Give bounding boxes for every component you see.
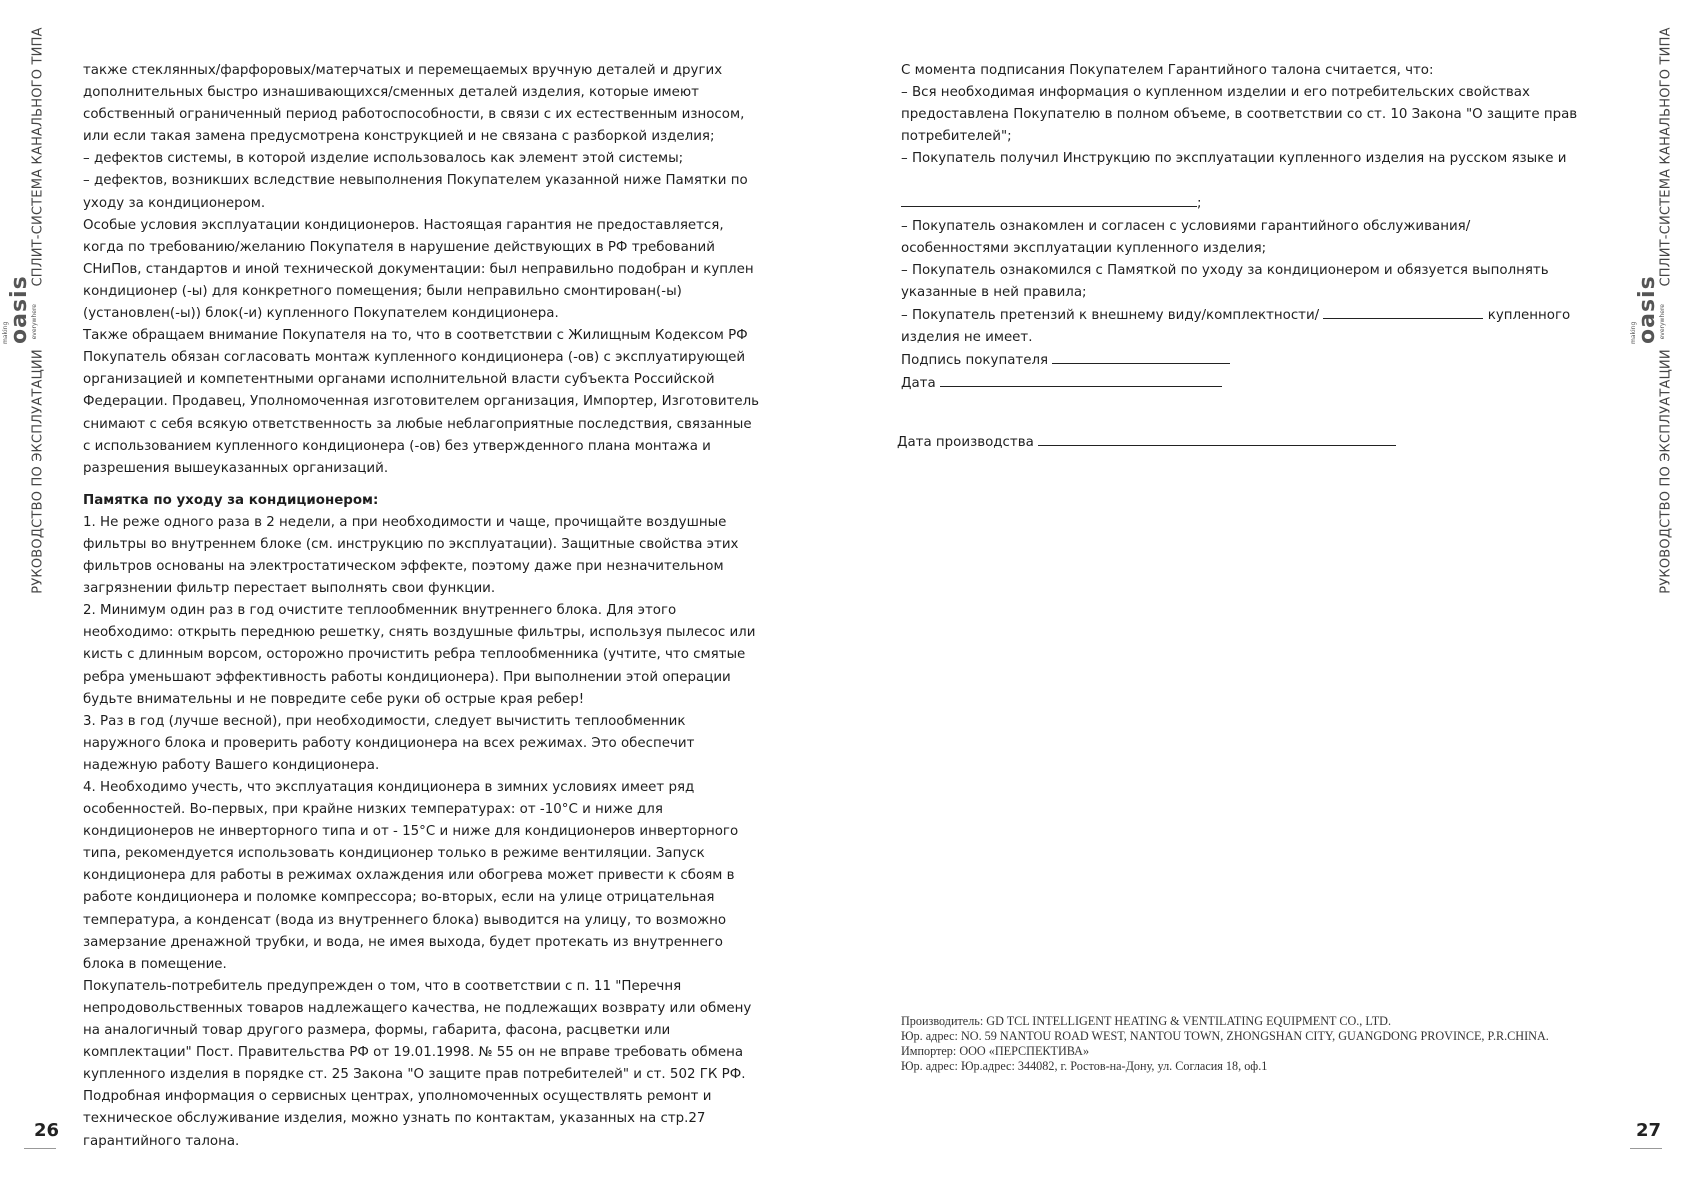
left-sidebar — [2, 24, 48, 594]
manufacturer-info — [901, 1014, 1601, 1074]
oasis-logo — [1630, 275, 1684, 344]
date-line[interactable] — [940, 372, 1222, 387]
paragraph: Также обращаем внимание Покупателя на то, что в соответствии с Жилищным Кодексом РФ Покупатель обязан согласовать монтаж купленного кондиционера (-ов) с эксплуатирующей организацией и компетентными органами исполнительной власти субъекта Российской Федерации. Продавец, Уполномоченная изготовителем организация, Импортер, Изготовитель снимают с себя всякую ответственность за любые неблагоприятные последствия, связанные с использованием купленного кондиционера (-ов) без утвержденного плана монтажа и разрешения вышеуказанных организаций. — [83, 328, 760, 476]
logo-everywhere: everywhere — [1659, 304, 1666, 340]
spacer — [83, 480, 763, 490]
paragraph — [901, 304, 1581, 327]
care-item: 3. Раз в год (лучше весной), при необходимости, следует вычистить теплообменник наружного блока и проверить работу кондиционера на всех режимах. Это обеспечит надежную работу Вашего кондиционера. — [83, 713, 695, 773]
paragraph: – Покупатель получил Инструкцию по эксплуатации купленного изделия на русском языке и — [901, 151, 1567, 167]
logo-word: oasis — [1635, 275, 1660, 344]
claims-text-end: купленного — [1487, 307, 1571, 323]
logo-word: oasis — [7, 275, 32, 344]
right-sidebar — [1630, 24, 1676, 594]
production-date-line[interactable] — [1038, 431, 1396, 446]
page-number-rule-right — [1630, 1148, 1662, 1149]
page-number-left: 26 — [34, 1120, 60, 1141]
logo-making: making — [2, 321, 9, 344]
right-page-body — [897, 60, 1581, 454]
production-date-row — [897, 431, 1581, 454]
care-item: 4. Необходимо учесть, что эксплуатация кондиционера в зимних условиях имеет ряд особенностей. Во-первых, при крайне низких температурах: от -10°С и ниже для кондиционеров не инверторного типа и от - 15°С и ниже для кондиционеров инверторного типа, рекомендуется использовать кондиционер только в режиме вентиляции. Запуск кондиционера для работы в режимах охлаждения или обогрева может привести к сбоям в работе кондиционера и поломке компрессора; во-вторых, если на улице отрицательная температура, а конденсат (вода из внутреннего блока) выводится на улицу, то возможно замерзание дренажной трубки, и вода, не имея выхода, будет протекать из внутреннего блока в помещение. — [83, 780, 739, 972]
sidebar-product-label: СПЛИТ-СИСТЕМА КАНАЛЬНОГО ТИПА — [30, 27, 46, 287]
paragraph: Покупатель-потребитель предупрежден о том, что в соответствии с п. 11 "Перечня непродовольственных товаров надлежащего качества, не подлежащих возврату или обмену на аналогичный товар другого размера, формы, габарита, фасона, расцветки или комплектации" Пост. Правительства РФ от 19.01.1998. № 55 он не вправе требовать обмена купленного изделия в порядке ст. 25 Закона "О защите прав потребителей" и ст. 502 ГК РФ. Подробная информация о сервисных центрах, уполномоченных осуществлять ремонт и техническое обслуживание изделия, можно узнать по контактам, указанных на стр.27 гарантийного талона. — [83, 978, 752, 1149]
paragraph: С момента подписания Покупателем Гарантийного талона считается, что: — [901, 63, 1434, 78]
claims-text: – Покупатель претензий к внешнему виду/комплектности/ — [901, 307, 1320, 323]
left-page-body — [83, 60, 763, 1153]
paragraph: – дефектов, возникших вследствие невыполнения Покупателем указанной ниже Памятки по уходу за кондиционером. — [83, 173, 748, 211]
date-row — [901, 372, 1581, 395]
language-fill-line — [901, 192, 1581, 215]
paragraph: Особые условия эксплуатации кондиционеров. Настоящая гарантия не предоставляется, когда по требованию/желанию Покупателя в нарушение действующих в РФ требований СНиПов, стандартов и иной технической документации: был неправильно подобран и куплен кондиционер (-ы) для конкретного помещения; были неправильно смонтирован(-ы) (установлен(-ы)) блок(-и) купленного Покупателем кондиционера. — [83, 217, 754, 322]
manufacturer-line: Юр. адрес: NO. 59 NANTOU ROAD WEST, NANTOU TOWN, ZHONGSHAN CITY, GUANGDONG PROVINCE, P.R.CHINA. — [901, 1029, 1549, 1043]
sidebar-manual-label: РУКОВОДСТВО ПО ЭКСПЛУАТАЦИИ — [30, 349, 46, 594]
page-number-rule-left — [24, 1148, 56, 1149]
manufacturer-line: Юр. адрес: Юр.адрес: 344082, г. Ростов-на-Дону, ул. Согласия 18, оф.1 — [901, 1059, 1268, 1073]
production-date-label: Дата производства — [897, 435, 1034, 451]
signature-label: Подпись покупателя — [901, 353, 1049, 369]
blank-line[interactable] — [1323, 304, 1483, 319]
sidebar-manual-label: РУКОВОДСТВО ПО ЭКСПЛУАТАЦИИ — [1658, 349, 1674, 594]
care-item: 1. Не реже одного раза в 2 недели, а при необходимости и чаще, прочищайте воздушные фильтры во внутреннем блоке (см. инструкцию по эксплуатации). Защитные свойства этих фильтров основаны на электростатическом эффекте, поэтому даже при незначительном загрязнении фильтр перестает выполнять свои функции. — [83, 514, 739, 597]
paragraph: – дефектов системы, в которой изделие использовалось как элемент этой системы; — [83, 151, 684, 167]
logo-everywhere: everywhere — [31, 304, 38, 340]
blank-line[interactable] — [901, 192, 1197, 207]
signature-row — [901, 349, 1581, 372]
signature-line[interactable] — [1052, 349, 1230, 364]
oasis-logo — [2, 275, 62, 344]
care-memo-heading: Памятка по уходу за кондиционером: — [83, 492, 379, 508]
paragraph: – Покупатель ознакомлен и согласен с условиями гарантийного обслуживания/ особенностями эксплуатации купленного изделия; — [901, 218, 1471, 256]
page-number-right: 27 — [1636, 1120, 1662, 1141]
paragraph: также стеклянных/фарфоровых/матерчатых и перемещаемых вручную деталей и других дополнительных быстро изнашивающихся/сменных деталей изделия, которые имеют собственный ограниченный период работоспособности, в связи с их естественным износом, или если такая замена предусмотрена конструкцией и не связана с разборкой изделия; — [83, 63, 745, 145]
sidebar-product-label: СПЛИТ-СИСТЕМА КАНАЛЬНОГО ТИПА — [1658, 27, 1674, 287]
paragraph: – Покупатель ознакомился с Памяткой по уходу за кондиционером и обязуется выполнять указанные в ней правила; — [901, 262, 1549, 300]
logo-making: making — [1630, 321, 1637, 344]
semicolon: ; — [1197, 196, 1202, 212]
care-item: 2. Минимум один раз в год очистите теплообменник внутреннего блока. Для этого необходимо: открыть переднюю решетку, снять воздушные фильтры, используя пылесос или кисть с длинным ворсом, осторожно прочистить ребра теплообменника (учтите, что смятые ребра уменьшают эффективность работы кондиционера). При выполнении этой операции будьте внимательны и не повредите себе руки об острые края ребер! — [83, 603, 756, 707]
paragraph: – Вся необходимая информация о купленном изделии и его потребительских свойствах предоставлена Покупателю в полном объеме, в соответствии со ст. 10 Закона "О защите прав потребителей"; — [901, 85, 1578, 145]
date-label: Дата — [901, 376, 936, 392]
manufacturer-line: Импортер: ООО «ПЕРСПЕКТИВА» — [901, 1044, 1090, 1058]
manufacturer-line: Производитель: GD TCL INTELLIGENT HEATING & VENTILATING EQUIPMENT CO., LTD. — [901, 1014, 1392, 1028]
paragraph: изделия не имеет. — [901, 330, 1033, 346]
